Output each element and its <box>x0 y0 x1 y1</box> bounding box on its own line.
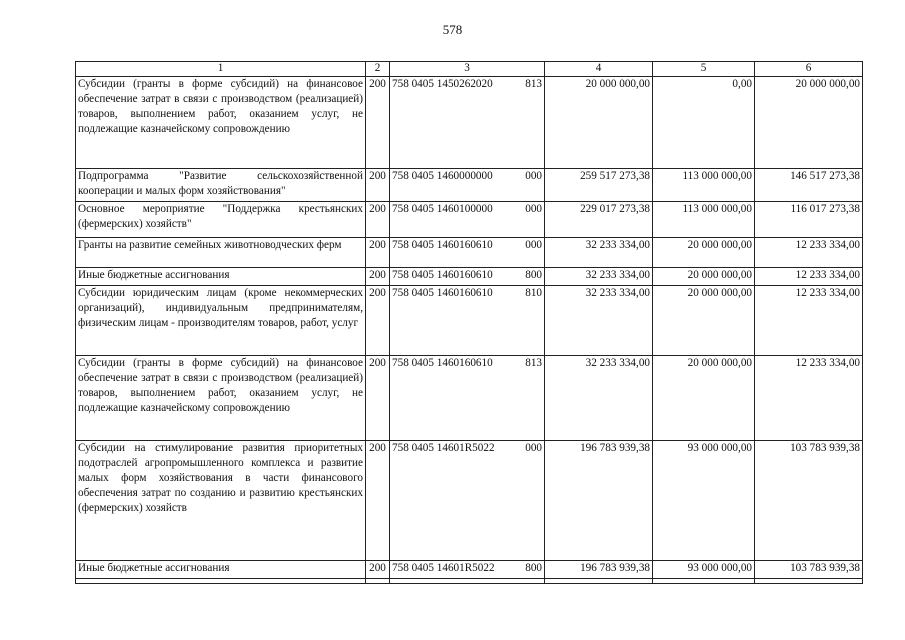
row-expense-type: 813 <box>525 78 542 90</box>
row-ministry-code: 200 <box>366 202 390 238</box>
row-value-col6: 103 783 939,38 <box>755 441 863 561</box>
column-header-1: 1 <box>76 62 366 77</box>
row-value-col5: 20 000 000,00 <box>653 268 755 286</box>
row-value-col4: 196 783 939,38 <box>545 441 653 561</box>
row-classification-code <box>390 202 545 238</box>
table-row <box>76 202 863 238</box>
empty-cell <box>366 579 390 584</box>
row-value-col6: 12 233 334,00 <box>755 268 863 286</box>
row-classification-code <box>390 561 545 579</box>
row-expense-type: 000 <box>525 239 542 251</box>
row-code: 758 0405 1460160610 <box>392 287 493 299</box>
row-value-col6: 20 000 000,00 <box>755 77 863 169</box>
table-row <box>76 356 863 441</box>
row-value-col4: 20 000 000,00 <box>545 77 653 169</box>
row-ministry-code: 200 <box>366 77 390 169</box>
empty-cell <box>755 579 863 584</box>
row-value-col5: 20 000 000,00 <box>653 356 755 441</box>
row-value-col5: 113 000 000,00 <box>653 202 755 238</box>
row-value-col4: 32 233 334,00 <box>545 286 653 356</box>
row-value-col4: 196 783 939,38 <box>545 561 653 579</box>
row-ministry-code: 200 <box>366 268 390 286</box>
row-classification-code <box>390 238 545 268</box>
row-ministry-code: 200 <box>366 238 390 268</box>
table-row <box>76 268 863 286</box>
row-ministry-code: 200 <box>366 286 390 356</box>
row-value-col5: 113 000 000,00 <box>653 169 755 202</box>
row-ministry-code: 200 <box>366 356 390 441</box>
row-expense-type: 800 <box>525 269 542 281</box>
row-code: 758 0405 14601R5022 <box>392 442 495 454</box>
row-value-col5: 0,00 <box>653 77 755 169</box>
row-name: Субсидии на стимулирование развития приоритетных подотраслей агропромышленного комплекса и развитие малых форм хозяйствования в части финансового обеспечения затрат по созданию и развитию крестьянских (фермерских) хозяйств <box>76 441 366 561</box>
row-name: Субсидии (гранты в форме субсидий) на финансовое обеспечение затрат в связи с производством (реализацией) товаров, выполнением работ, оказанием услуг, не подлежащие казначейскому сопровождению <box>76 77 366 169</box>
row-name: Субсидии (гранты в форме субсидий) на финансовое обеспечение затрат в связи с производством (реализацией) товаров, выполнением работ, оказанием услуг, не подлежащие казначейскому сопровождению <box>76 356 366 441</box>
row-value-col4: 259 517 273,38 <box>545 169 653 202</box>
row-value-col5: 93 000 000,00 <box>653 561 755 579</box>
column-header-3: 3 <box>390 62 545 77</box>
table-header-row <box>76 62 863 77</box>
table-continuation-row <box>76 579 863 584</box>
row-expense-type: 800 <box>525 562 542 574</box>
page-number: 578 <box>442 22 463 37</box>
row-classification-code <box>390 77 545 169</box>
row-expense-type: 000 <box>525 203 542 215</box>
row-code: 758 0405 14601R5022 <box>392 562 495 574</box>
row-value-col5: 20 000 000,00 <box>653 238 755 268</box>
row-name: Субсидии юридическим лицам (кроме некоммерческих организаций), индивидуальным предпринимателям, физическим лицам - производителям товаров, работ, услуг <box>76 286 366 356</box>
column-header-4: 4 <box>545 62 653 77</box>
row-value-col6: 116 017 273,38 <box>755 202 863 238</box>
table-row <box>76 77 863 169</box>
row-name: Иные бюджетные ассигнования <box>76 561 366 579</box>
row-ministry-code: 200 <box>366 561 390 579</box>
empty-cell <box>545 579 653 584</box>
table-row <box>76 238 863 268</box>
row-name: Иные бюджетные ассигнования <box>76 268 366 286</box>
empty-cell <box>76 579 366 584</box>
row-value-col4: 32 233 334,00 <box>545 238 653 268</box>
budget-table <box>75 61 863 584</box>
row-code: 758 0405 1460160610 <box>392 239 493 251</box>
row-expense-type: 000 <box>525 170 542 182</box>
column-header-2: 2 <box>366 62 390 77</box>
empty-cell <box>653 579 755 584</box>
table-row <box>76 561 863 579</box>
row-code: 758 0405 1450262020 <box>392 78 493 90</box>
row-code: 758 0405 1460100000 <box>392 203 493 215</box>
row-code: 758 0405 1460160610 <box>392 357 493 369</box>
row-value-col6: 146 517 273,38 <box>755 169 863 202</box>
row-ministry-code: 200 <box>366 441 390 561</box>
row-code: 758 0405 1460160610 <box>392 269 493 281</box>
empty-cell <box>390 579 545 584</box>
column-header-5: 5 <box>653 62 755 77</box>
row-value-col5: 93 000 000,00 <box>653 441 755 561</box>
column-header-6: 6 <box>755 62 863 77</box>
row-ministry-code: 200 <box>366 169 390 202</box>
row-value-col6: 12 233 334,00 <box>755 286 863 356</box>
table-row <box>76 286 863 356</box>
row-expense-type: 000 <box>525 442 542 454</box>
table-row <box>76 169 863 202</box>
row-value-col6: 12 233 334,00 <box>755 356 863 441</box>
row-expense-type: 810 <box>525 287 542 299</box>
row-classification-code <box>390 356 545 441</box>
row-value-col5: 20 000 000,00 <box>653 286 755 356</box>
row-value-col4: 32 233 334,00 <box>545 356 653 441</box>
row-expense-type: 813 <box>525 357 542 369</box>
table-row <box>76 441 863 561</box>
row-value-col6: 12 233 334,00 <box>755 238 863 268</box>
row-classification-code <box>390 286 545 356</box>
row-classification-code <box>390 169 545 202</box>
row-code: 758 0405 1460000000 <box>392 170 493 182</box>
row-value-col4: 229 017 273,38 <box>545 202 653 238</box>
row-classification-code <box>390 441 545 561</box>
row-name: Подпрограмма "Развитие сельскохозяйственной кооперации и малых форм хозяйствования" <box>76 169 366 202</box>
row-value-col4: 32 233 334,00 <box>545 268 653 286</box>
row-value-col6: 103 783 939,38 <box>755 561 863 579</box>
row-name: Гранты на развитие семейных животноводческих ферм <box>76 238 366 268</box>
row-name: Основное мероприятие "Поддержка крестьянских (фермерских) хозяйств" <box>76 202 366 238</box>
row-classification-code <box>390 268 545 286</box>
